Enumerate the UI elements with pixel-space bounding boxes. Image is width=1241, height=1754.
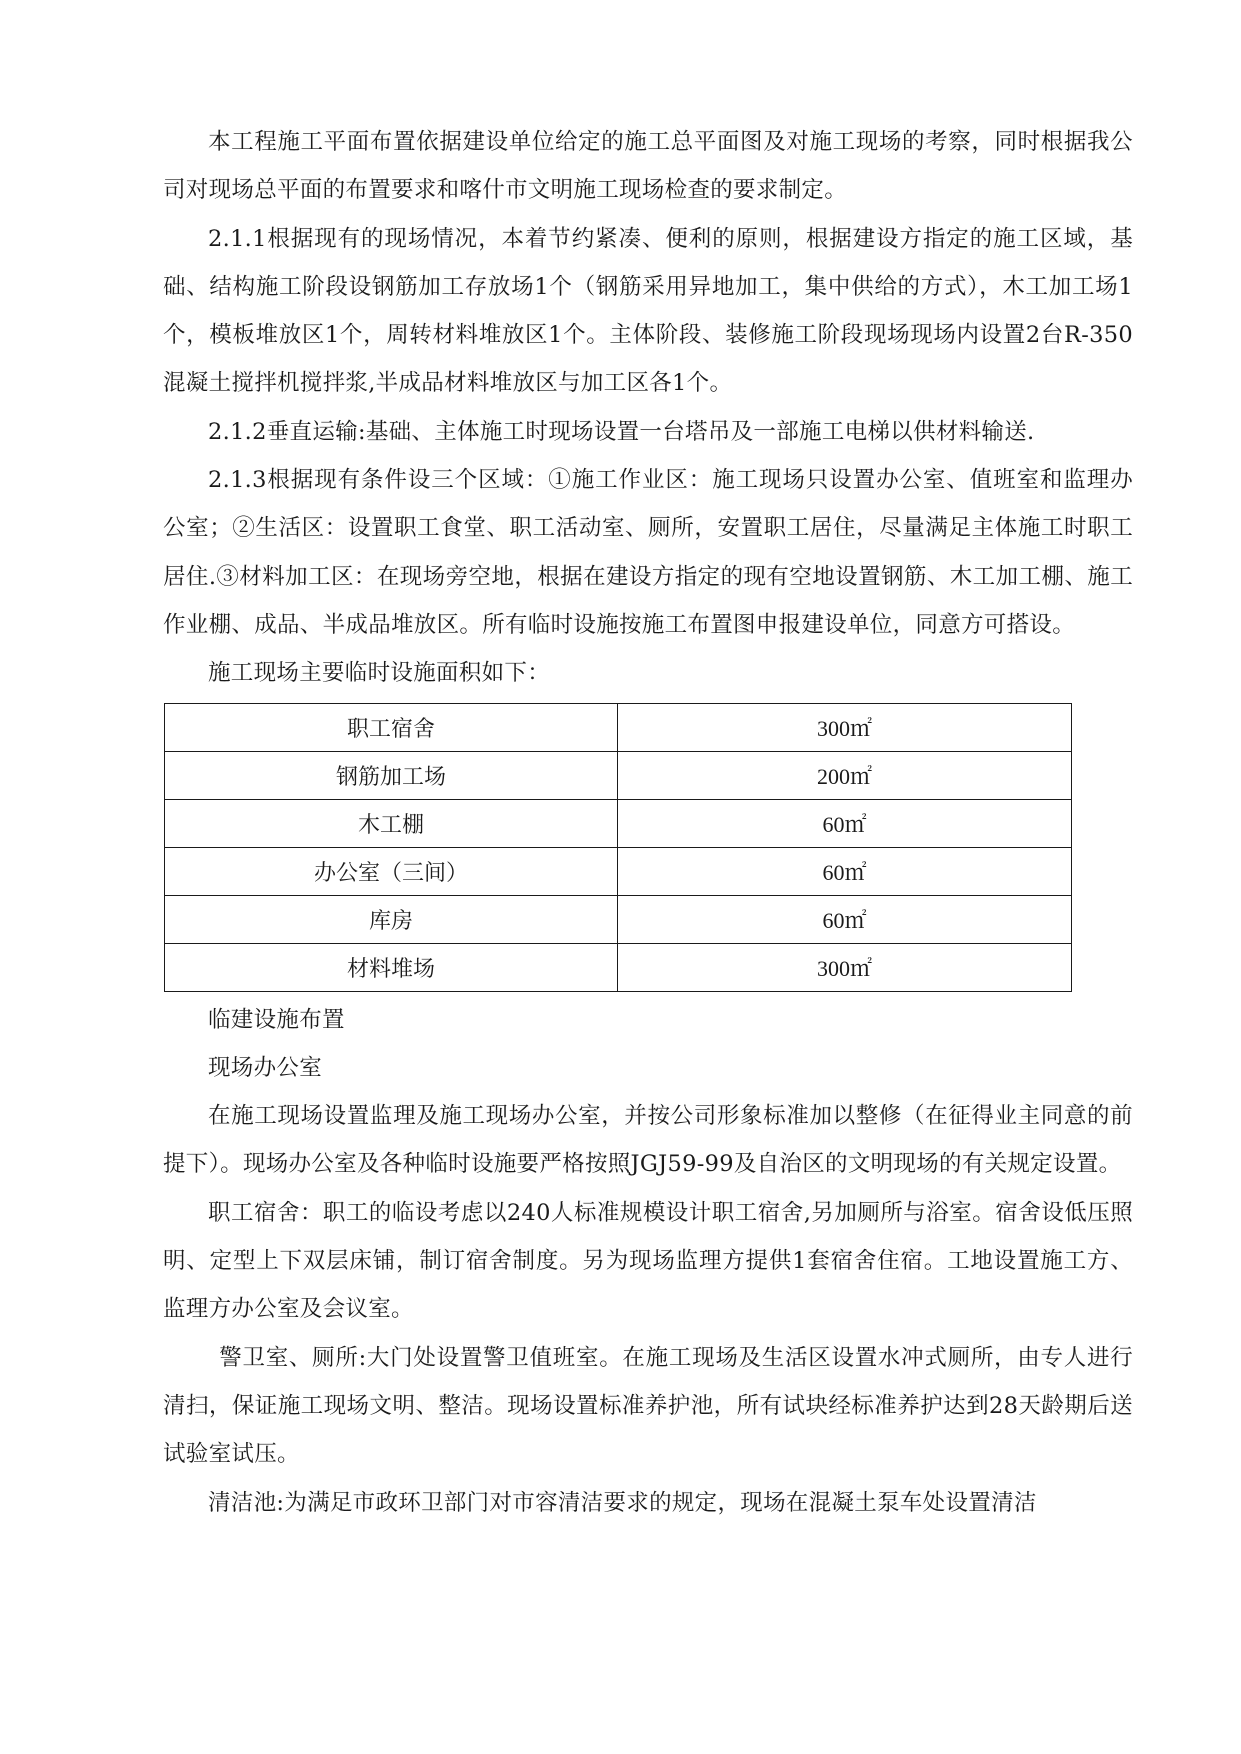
document-page [163, 118, 1133, 1527]
table-row [165, 751, 1072, 799]
table-row [165, 799, 1072, 847]
section-2-1-3-paragraph: 2.1.3根据现有条件设三个区域：①施工作业区：施工现场只设置办公室、值班室和监理办公室；②生活区：设置职工食堂、职工活动室、厕所，安置职工居住，尽量满足主体施工时职工居住.③材料加工区：在现场旁空地，根据在建设方指定的现有空地设置钢筋、木工加工棚、施工作业棚、成品、半成品堆放区。所有临时设施按施工布置图申报建设单位，同意方可搭设。 [163, 467, 1133, 638]
facility-area-cell: 60㎡ [618, 847, 1072, 895]
table-caption: 施工现场主要临时设施面积如下： [208, 660, 551, 687]
facility-area-cell: 300㎡ [618, 943, 1072, 991]
section-2-1-1-paragraph: 2.1.1根据现有的现场情况，本着节约紧凑、便利的原则，根据建设方指定的施工区域，基础、结构施工阶段设钢筋加工存放场1个（钢筋采用异地加工，集中供给的方式），木工加工场1个，模板堆放区1个，周转材料堆放区1个。主体阶段、装修施工阶段现场现场内设置2台R-350混凝土搅拌机搅拌浆,半成品材料堆放区与加工区各1个。 [163, 225, 1133, 397]
temporary-facilities-heading: 临建设施布置 [208, 1006, 345, 1033]
facility-name-cell: 钢筋加工场 [165, 751, 618, 799]
dormitory-paragraph: 职工宿舍：职工的临设考虑以240人标准规模设计职工宿舍,另加厕所与浴室。宿舍设低压照明、定型上下双层床铺，制订宿舍制度。另为现场监理方提供1套宿舍住宿。工地设置施工方、监理方办公室及会议室。 [163, 1199, 1133, 1323]
section-2-1-2-paragraph: 2.1.2垂直运输:基础、主体施工时现场设置一台塔吊及一部施工电梯以供材料输送. [208, 418, 1035, 445]
facility-area-cell: 60㎡ [618, 799, 1072, 847]
intro-paragraph: 本工程施工平面布置依据建设单位给定的施工总平面图及对施工现场的考察，同时根据我公司对现场总平面的布置要求和喀什市文明施工现场检查的要求制定。 [163, 129, 1133, 204]
facility-name-cell: 材料堆场 [165, 943, 618, 991]
facilities-area-table [164, 703, 1072, 992]
facility-name-cell: 职工宿舍 [165, 703, 618, 751]
guard-room-paragraph: 警卫室、厕所:大门处设置警卫值班室。在施工现场及生活区设置水冲式厕所，由专人进行清扫，保证施工现场文明、整洁。现场设置标准养护池，所有试块经标准养护达到28天龄期后送试验室试压。 [163, 1344, 1133, 1468]
table-row [165, 847, 1072, 895]
table-row [165, 895, 1072, 943]
facility-name-cell: 木工棚 [165, 799, 618, 847]
table-row [165, 943, 1072, 991]
table-row [165, 703, 1072, 751]
facility-name-cell: 办公室（三间） [165, 847, 618, 895]
site-office-heading: 现场办公室 [208, 1054, 323, 1081]
facility-name-cell: 库房 [165, 895, 618, 943]
facility-area-cell: 200㎡ [618, 751, 1072, 799]
cleaning-pool-paragraph: 清洁池:为满足市政环卫部门对市容清洁要求的规定，现场在混凝土泵车处设置清洁 [208, 1489, 1037, 1516]
facility-area-cell: 300㎡ [618, 703, 1072, 751]
site-office-paragraph: 在施工现场设置监理及施工现场办公室，并按公司形象标准加以整修（在征得业主同意的前提下）。现场办公室及各种临时设施要严格按照JGJ59-99及自治区的文明现场的有关规定设置。 [163, 1103, 1133, 1178]
facility-area-cell: 60㎡ [618, 895, 1072, 943]
